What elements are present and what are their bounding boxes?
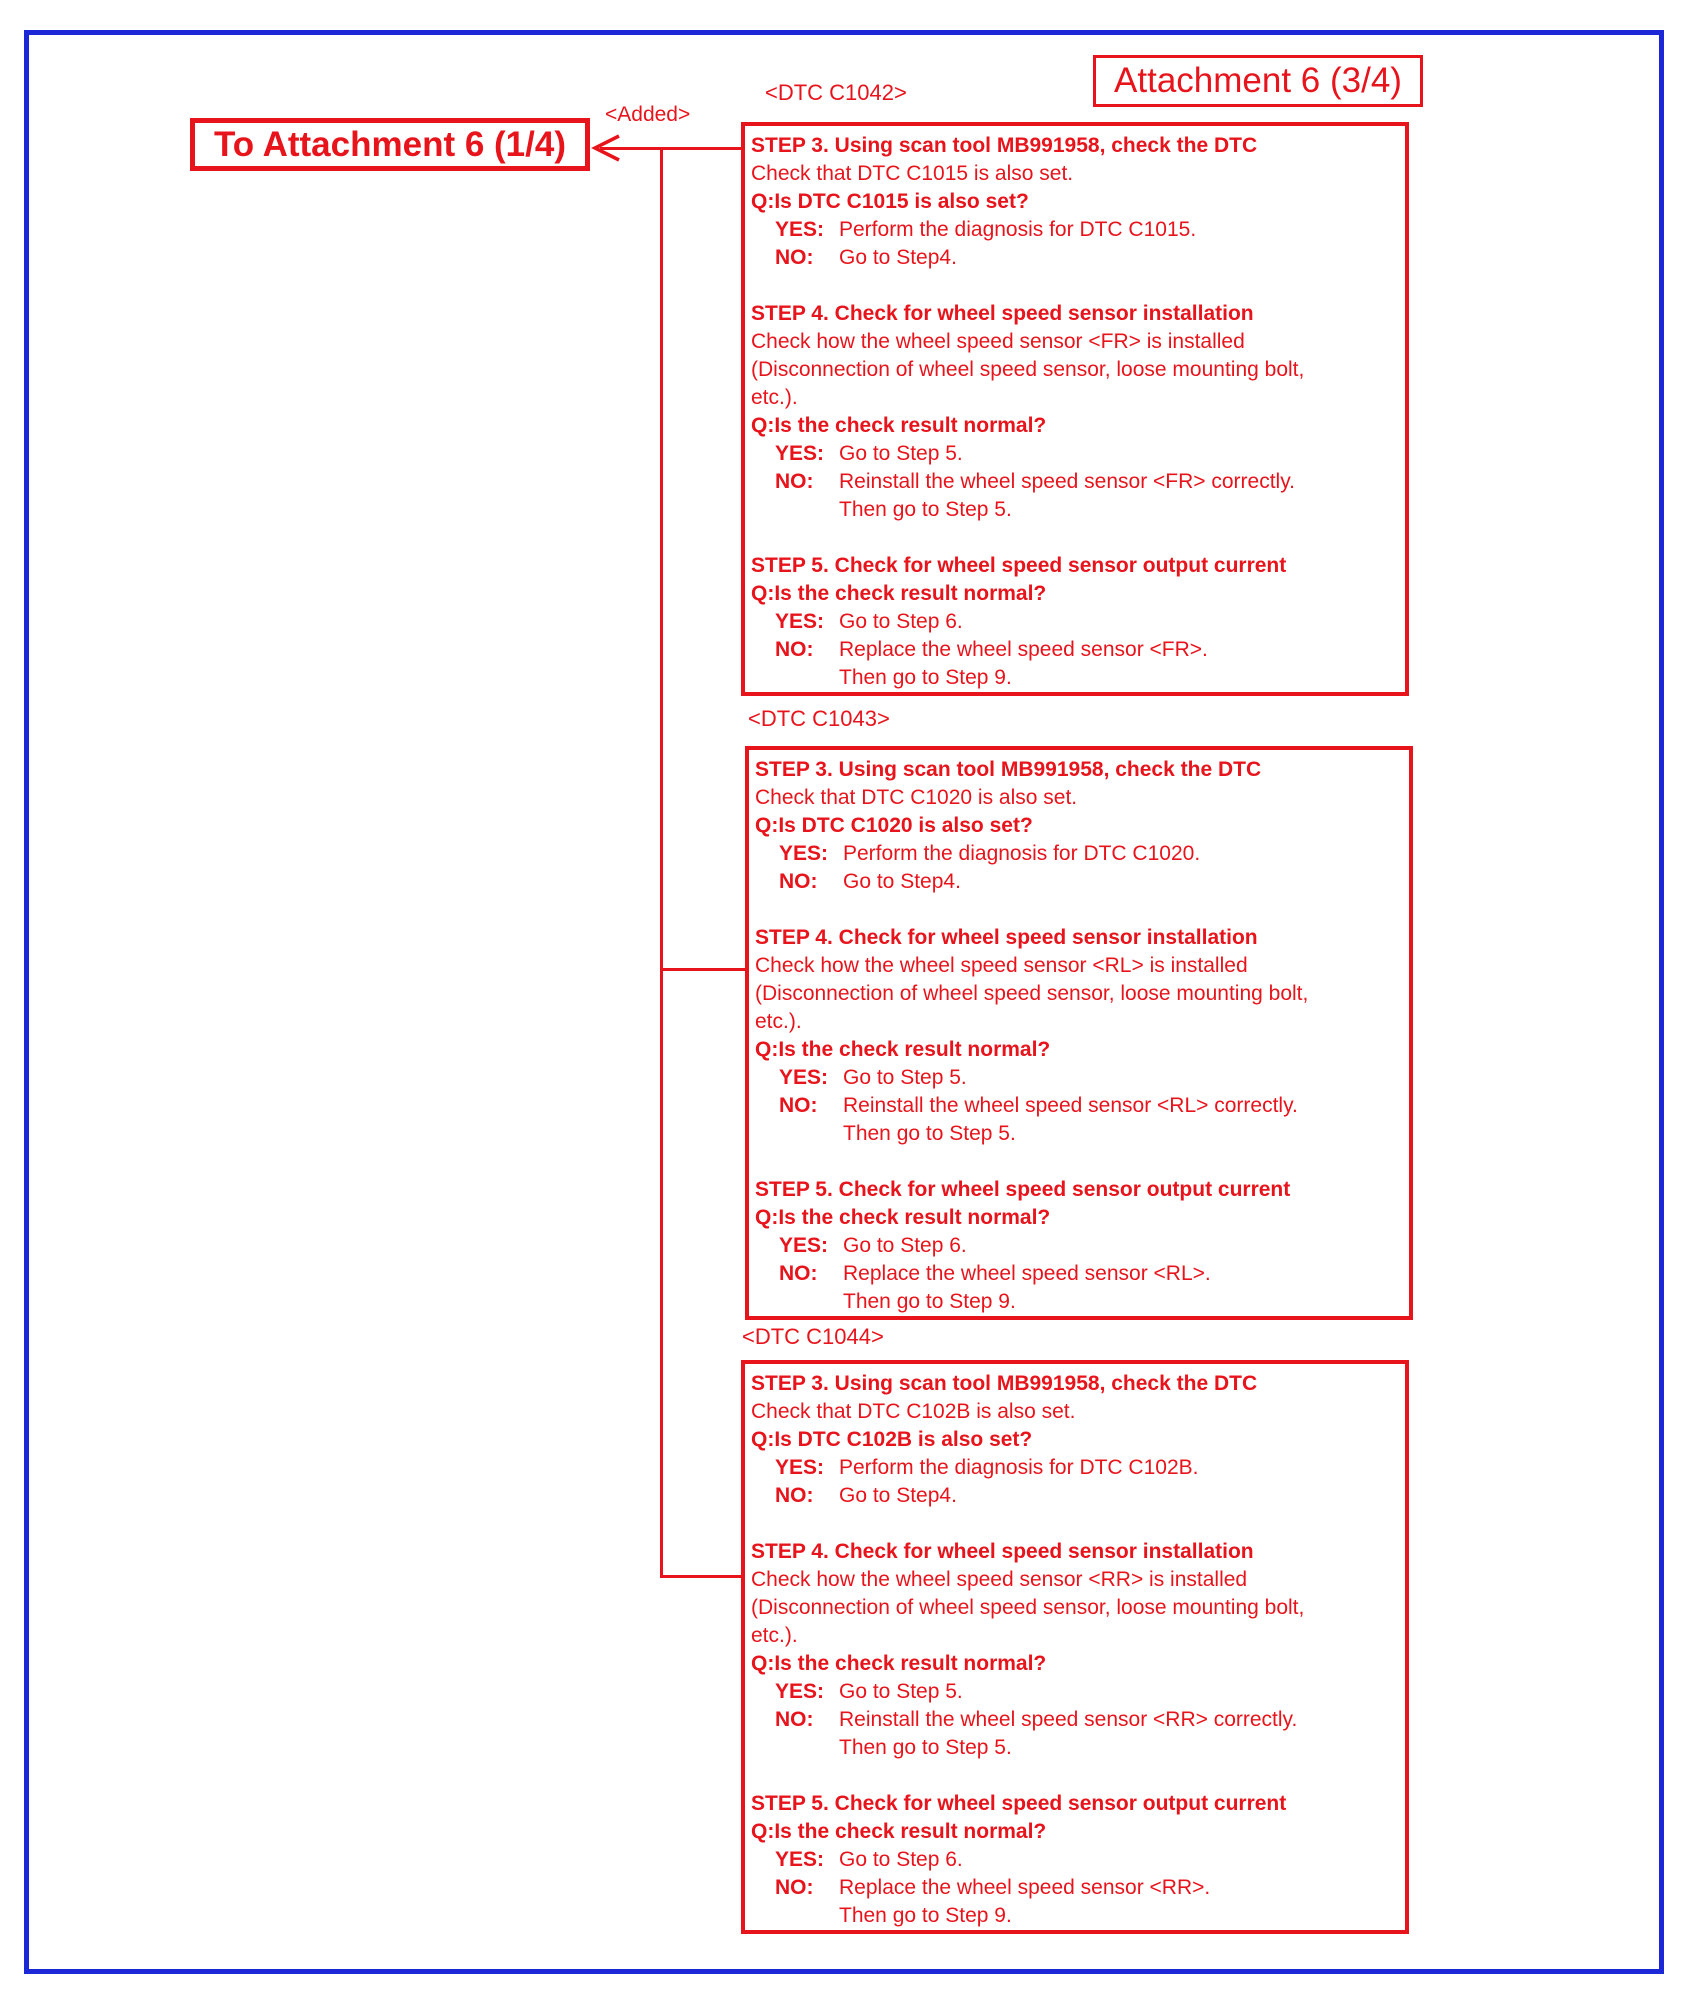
no-label: NO: <box>779 1094 818 1117</box>
no-answer-row <box>755 868 1405 896</box>
no-answer-text <box>839 244 1401 272</box>
no-answer-line: Then go to Step 9. <box>839 1904 1012 1927</box>
step-question: Q:Is the check result normal? <box>751 1820 1047 1843</box>
step-block <box>751 132 1401 272</box>
no-answer-row <box>755 1092 1405 1148</box>
step-heading: STEP 4. Check for wheel speed sensor installation <box>755 926 1258 949</box>
no-answer-line: Go to Step4. <box>843 870 961 893</box>
no-answer-line: Then go to Step 5. <box>839 498 1012 521</box>
no-label: NO: <box>779 1262 818 1285</box>
step-block <box>755 1176 1405 1316</box>
yes-answer-line: Go to Step 5. <box>843 1066 967 1089</box>
no-answer-text <box>839 1706 1401 1762</box>
no-answer-row <box>751 1874 1401 1930</box>
to-attachment-link[interactable]: To Attachment 6 (1/4) <box>190 118 590 171</box>
yes-answer-text <box>839 1454 1401 1482</box>
step-block <box>751 300 1401 524</box>
step-text: Check how the wheel speed sensor <RL> is installed <box>755 954 1248 977</box>
yes-answer-line: Go to Step 6. <box>843 1234 967 1257</box>
yes-answer-row <box>751 1846 1401 1874</box>
step-block <box>751 552 1401 692</box>
yes-label: YES: <box>779 1234 829 1257</box>
no-label: NO: <box>775 1708 814 1731</box>
step-question: Q:Is the check result normal? <box>755 1206 1051 1229</box>
no-answer-text <box>843 1092 1405 1148</box>
no-label: NO: <box>775 470 814 493</box>
step-text: etc.). <box>751 1624 798 1647</box>
yes-answer-row <box>751 608 1401 636</box>
step-question: Q:Is the check result normal? <box>755 1038 1051 1061</box>
yes-answer-text <box>843 1232 1405 1260</box>
dtc-label-c1042: <DTC C1042> <box>765 80 907 105</box>
no-answer-line: Replace the wheel speed sensor <FR>. <box>839 638 1208 661</box>
yes-answer-text <box>839 216 1401 244</box>
step-heading: STEP 4. Check for wheel speed sensor installation <box>751 302 1254 325</box>
no-label: NO: <box>775 1876 814 1899</box>
step-text: Check how the wheel speed sensor <RR> is installed <box>751 1568 1248 1591</box>
yes-label: YES: <box>775 1848 825 1871</box>
step-text: Check how the wheel speed sensor <FR> is installed <box>751 330 1245 353</box>
no-answer-row <box>751 468 1401 524</box>
no-answer-row <box>751 244 1401 272</box>
step-question: Q:Is DTC C1020 is also set? <box>755 814 1033 837</box>
yes-label: YES: <box>775 1680 825 1703</box>
yes-label: YES: <box>775 218 825 241</box>
yes-answer-text <box>839 1678 1401 1706</box>
no-answer-line: Reinstall the wheel speed sensor <RR> correctly. <box>839 1708 1298 1731</box>
step-text: Check that DTC C102B is also set. <box>751 1400 1076 1423</box>
no-label: NO: <box>775 246 814 269</box>
no-answer-line: Go to Step4. <box>839 1484 957 1507</box>
yes-answer-text <box>839 1846 1401 1874</box>
yes-answer-row <box>751 1678 1401 1706</box>
yes-answer-row <box>751 216 1401 244</box>
step-text: Check that DTC C1015 is also set. <box>751 162 1074 185</box>
dtc-label-c1044: <DTC C1044> <box>742 1324 884 1349</box>
step-question: Q:Is DTC C102B is also set? <box>751 1428 1033 1451</box>
step-question: Q:Is the check result normal? <box>751 1652 1047 1675</box>
no-answer-text <box>839 636 1401 692</box>
step-text: (Disconnection of wheel speed sensor, loose mounting bolt, <box>751 358 1305 381</box>
no-answer-line: Go to Step4. <box>839 246 957 269</box>
dtc-box-c1044 <box>741 1360 1409 1934</box>
yes-answer-line: Go to Step 5. <box>839 1680 963 1703</box>
no-answer-line: Reinstall the wheel speed sensor <RL> correctly. <box>843 1094 1298 1117</box>
yes-answer-line: Go to Step 6. <box>839 610 963 633</box>
step-block <box>751 1790 1401 1930</box>
no-answer-line: Then go to Step 5. <box>839 1736 1012 1759</box>
yes-label: YES: <box>775 610 825 633</box>
no-label: NO: <box>775 638 814 661</box>
yes-answer-line: Perform the diagnosis for DTC C102B. <box>839 1456 1199 1479</box>
no-answer-line: Replace the wheel speed sensor <RR>. <box>839 1876 1211 1899</box>
step-heading: STEP 3. Using scan tool MB991958, check the DTC <box>751 134 1258 157</box>
no-label: NO: <box>775 1484 814 1507</box>
yes-answer-text <box>843 1064 1405 1092</box>
arrowhead-icon <box>591 134 623 162</box>
no-answer-row <box>751 636 1401 692</box>
connector-vertical <box>660 147 663 1577</box>
no-answer-text <box>839 1482 1401 1510</box>
step-heading: STEP 5. Check for wheel speed sensor output current <box>751 1792 1287 1815</box>
yes-answer-text <box>843 840 1405 868</box>
step-block <box>755 924 1405 1148</box>
yes-answer-line: Perform the diagnosis for DTC C1015. <box>839 218 1197 241</box>
step-question: Q:Is the check result normal? <box>751 582 1047 605</box>
dtc-box-c1042 <box>741 122 1409 696</box>
step-block <box>755 756 1405 896</box>
no-answer-line: Then go to Step 5. <box>843 1122 1016 1145</box>
yes-answer-row <box>751 1454 1401 1482</box>
yes-label: YES: <box>779 1066 829 1089</box>
dtc-label-c1043: <DTC C1043> <box>748 706 890 731</box>
attachment-title: Attachment 6 (3/4) <box>1093 55 1423 107</box>
yes-label: YES: <box>775 442 825 465</box>
no-answer-line: Reinstall the wheel speed sensor <FR> correctly. <box>839 470 1295 493</box>
step-heading: STEP 3. Using scan tool MB991958, check the DTC <box>755 758 1262 781</box>
step-question: Q:Is the check result normal? <box>751 414 1047 437</box>
no-answer-row <box>751 1706 1401 1762</box>
no-answer-text <box>843 1260 1405 1316</box>
no-answer-line: Replace the wheel speed sensor <RL>. <box>843 1262 1211 1285</box>
yes-answer-row <box>755 1232 1405 1260</box>
no-answer-line: Then go to Step 9. <box>839 666 1012 689</box>
yes-answer-row <box>755 1064 1405 1092</box>
no-answer-text <box>843 868 1405 896</box>
step-text: etc.). <box>755 1010 802 1033</box>
connector-horizontal-bottom <box>660 1575 743 1578</box>
no-label: NO: <box>779 870 818 893</box>
step-heading: STEP 5. Check for wheel speed sensor output current <box>755 1178 1291 1201</box>
step-text: Check that DTC C1020 is also set. <box>755 786 1078 809</box>
step-heading: STEP 4. Check for wheel speed sensor installation <box>751 1540 1254 1563</box>
yes-answer-text <box>839 608 1401 636</box>
no-answer-row <box>755 1260 1405 1316</box>
added-label: <Added> <box>605 103 691 126</box>
step-question: Q:Is DTC C1015 is also set? <box>751 190 1029 213</box>
yes-answer-row <box>751 440 1401 468</box>
yes-answer-line: Go to Step 5. <box>839 442 963 465</box>
step-heading: STEP 3. Using scan tool MB991958, check the DTC <box>751 1372 1258 1395</box>
yes-answer-row <box>755 840 1405 868</box>
step-text: (Disconnection of wheel speed sensor, loose mounting bolt, <box>751 1596 1305 1619</box>
yes-answer-line: Perform the diagnosis for DTC C1020. <box>843 842 1201 865</box>
connector-horizontal-mid <box>660 968 746 971</box>
yes-answer-text <box>839 440 1401 468</box>
yes-label: YES: <box>775 1456 825 1479</box>
no-answer-text <box>839 468 1401 524</box>
yes-label: YES: <box>779 842 829 865</box>
no-answer-row <box>751 1482 1401 1510</box>
no-answer-line: Then go to Step 9. <box>843 1290 1016 1313</box>
step-text: etc.). <box>751 386 798 409</box>
step-heading: STEP 5. Check for wheel speed sensor output current <box>751 554 1287 577</box>
yes-answer-line: Go to Step 6. <box>839 1848 963 1871</box>
dtc-box-c1043 <box>745 746 1413 1320</box>
step-text: (Disconnection of wheel speed sensor, loose mounting bolt, <box>755 982 1309 1005</box>
step-block <box>751 1370 1401 1510</box>
no-answer-text <box>839 1874 1401 1930</box>
step-block <box>751 1538 1401 1762</box>
